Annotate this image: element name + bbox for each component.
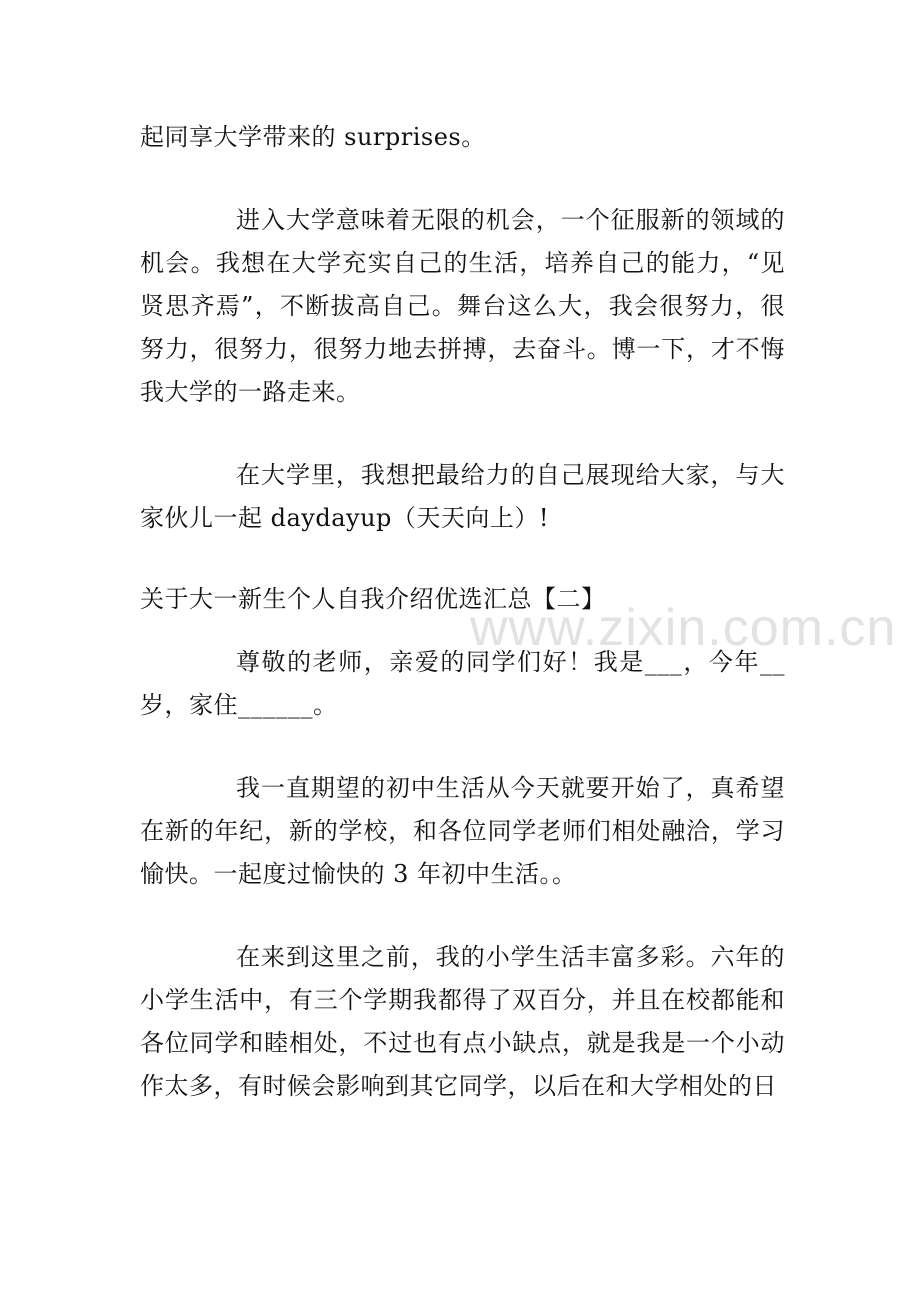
paragraph-opportunities: 进入大学意味着无限的机会，一个征服新的领域的机会。我想在大学充实自己的生活，培养自己的能力，“见贤思齐焉”，不断拔高自己。舞台这么大，我会很努力，很努力，很努力，很努力地去拼搏，去奋斗。博一下，才不悔我大学的一路走来。: [140, 206, 785, 406]
paragraph-greeting: 尊敬的老师，亲爱的同学们好！我是___，今年__岁，家住______。: [140, 648, 785, 719]
paragraph-continuation: 起同享大学带来的 surprises。: [140, 123, 486, 151]
paragraph-junior-high: 我一直期望的初中生活从今天就要开始了，真希望在新的年纪，新的学校，和各位同学老师们相处融洽，学习愉快。一起度过愉快的 3 年初中生活。。: [140, 774, 785, 888]
paragraph-daydayup: 在大学里，我想把最给力的自己展现给大家，与大家伙儿一起 daydayup（天天向上）!: [140, 461, 785, 532]
document-page: [140, 116, 785, 1108]
paragraph-primary-school: 在来到这里之前，我的小学生活丰富多彩。六年的小学生活中，有三个学期我都得了双百分，并且在校都能和各位同学和睦相处，不过也有点小缺点，就是我是一个小动作太多，有时候会影响到其它同学，以后在和大学相处的日: [140, 943, 785, 1100]
watermark-text: www.zixin.com.cn: [470, 599, 897, 657]
section-heading: 关于大一新生个人自我介绍优选汇总【二】: [140, 585, 606, 613]
